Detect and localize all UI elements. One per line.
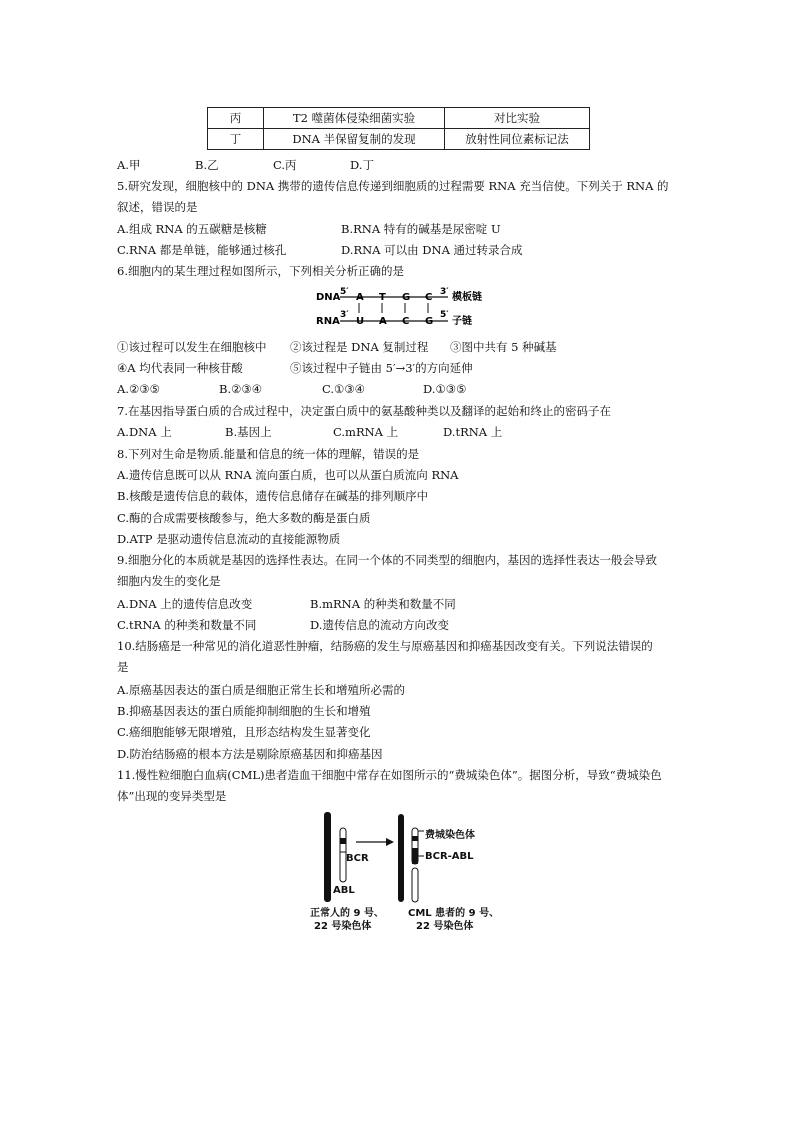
option-b: B.抑癌基因表达的蛋白质能抑制细胞的生长和增殖	[117, 704, 371, 718]
option-a: A.DNA 上	[117, 425, 172, 439]
option-b: B.RNA 特有的碱基是尿密啶 U	[341, 222, 501, 236]
option-b: B.②③④	[219, 382, 263, 396]
option-a: A.DNA 上的遗传信息改变	[117, 597, 253, 611]
q9-stem: 细胞内发生的变化是	[117, 574, 221, 588]
rna-base: U	[356, 316, 365, 327]
q10-stem: 10.结肠癌是一种常见的消化道恶性肿瘤，结肠癌的发生与原癌基因和抑癌基因改变有关。下列说法错误的	[117, 639, 653, 653]
table-cell: 丁	[208, 129, 264, 150]
dna-base: G	[402, 292, 411, 303]
rna-5-prime: 5′	[440, 310, 449, 320]
option-d: D.①③⑤	[423, 382, 467, 396]
cml-caption: CML 患者的 9 号、	[408, 908, 500, 919]
rna-label: RNA	[316, 316, 340, 327]
rna-base: C	[402, 316, 410, 327]
dna-base: C	[425, 292, 433, 303]
option-d: D.tRNA 上	[443, 425, 503, 439]
option-c: C.RNA 都是单链，能够通过核孔	[117, 243, 287, 257]
option-c: C.丙	[273, 158, 297, 172]
statement-3: ③图中共有 5 种碱基	[450, 340, 557, 354]
bcr-abl-label: BCR-ABL	[425, 851, 474, 862]
option-b: B.乙	[195, 158, 219, 172]
option-b: B.mRNA 的种类和数量不同	[310, 597, 456, 611]
normal-caption: 正常人的 9 号、	[310, 908, 384, 919]
q11-stem: 体”出现的变异类型是	[117, 789, 227, 803]
option-b: B.基因上	[225, 425, 272, 439]
q11-stem: 11.慢性粒细胞白血病(CML)患者造血干细胞中常存在如图所示的“费城染色体”。据图分析，导致“费城染色	[117, 768, 662, 782]
statement-2: ②该过程是 DNA 复制过程	[290, 340, 429, 354]
option-a: A.原癌基因表达的蛋白质是细胞正常生长和增殖所必需的	[117, 683, 405, 697]
chromosome-9-cml	[398, 814, 404, 902]
option-c: C.癌细胞能够无限增殖，且形态结构发生显著变化	[117, 725, 371, 739]
chromosome-22-cml	[412, 868, 418, 902]
option-d: D.ATP 是驱动遗传信息流动的直接能源物质	[117, 532, 341, 546]
q9-stem: 9.细胞分化的本质就是基因的选择性表达。在同一个体的不同类型的细胞内，基因的选择性表达一般会导致	[117, 553, 657, 567]
table-row	[208, 129, 590, 150]
q8-stem: 8.下列对生命是物质.能量和信息的统一体的理解，错误的是	[117, 447, 420, 461]
rna-base: A	[379, 316, 387, 327]
table-cell: 对比实验	[445, 108, 590, 129]
option-a: A.②③⑤	[117, 382, 160, 396]
dna-3-prime: 3′	[440, 287, 449, 297]
option-c: C.酶的合成需要核酸参与，绝大多数的酶是蛋白质	[117, 511, 371, 525]
q6-stem: 6.细胞内的某生理过程如图所示，下列相关分析正确的是	[117, 264, 404, 278]
philadelphia-label: 费城染色体	[425, 830, 475, 841]
template-strand-label: 模板链	[452, 292, 482, 303]
option-a: A.遗传信息既可以从 RNA 流向蛋白质，也可以从蛋白质流向 RNA	[117, 468, 459, 482]
experiment-table	[207, 107, 590, 150]
statement-5: ⑤该过程中子链由 5′→3′的方向延伸	[290, 361, 473, 375]
q5-stem: 5.研究发现，细胞核中的 DNA 携带的遗传信息传递到细胞质的过程需要 RNA 充当信使。下列关于 RNA 的	[117, 179, 669, 193]
bcr-label: BCR	[346, 853, 369, 864]
option-a: A.甲	[117, 158, 141, 172]
daughter-strand-label: 子链	[452, 316, 472, 327]
option-c: C.tRNA 的种类和数量不同	[117, 618, 257, 632]
dna-label: DNA	[316, 292, 341, 303]
table-cell: T2 噬菌体侵染细菌实验	[264, 108, 445, 129]
dna-base: T	[379, 292, 386, 303]
option-d: D.RNA 可以由 DNA 通过转录合成	[341, 243, 523, 257]
option-d: D.防治结肠癌的根本方法是剔除原癌基因和抑癌基因	[117, 747, 383, 761]
q5-stem: 叙述，错误的是	[117, 200, 198, 214]
rna-3-prime: 3′	[340, 310, 349, 320]
table-row	[208, 108, 590, 129]
base-pairing-diagram	[316, 284, 486, 330]
chromosome-9-normal	[324, 812, 331, 902]
q10-stem: 是	[117, 660, 129, 674]
dna-5-prime: 5′	[340, 287, 349, 297]
option-d: D.遗传信息的流动方向改变	[310, 618, 449, 632]
option-b: B.核酸是遗传信息的载体，遗传信息储存在碱基的排列顺序中	[117, 489, 429, 503]
q7-stem: 7.在基因指导蛋白质的合成过程中，决定蛋白质中的氨基酸种类以及翻译的起始和终止的密码子在	[117, 404, 611, 418]
option-a: A.组成 RNA 的五碳糖是核糖	[117, 222, 267, 236]
option-c: C.mRNA 上	[333, 425, 399, 439]
normal-caption: 22 号染色体	[314, 921, 372, 932]
rna-base: G	[425, 316, 434, 327]
statement-1: ①该过程可以发生在细胞核中	[117, 340, 267, 354]
option-c: C.①③④	[322, 382, 365, 396]
option-d: D.丁	[350, 158, 374, 172]
statement-4: ④A 均代表同一种核苷酸	[117, 361, 243, 375]
table-cell: 丙	[208, 108, 264, 129]
abl-label: ABL	[333, 885, 355, 896]
table-cell: DNA 半保留复制的发现	[264, 129, 445, 150]
dna-base: A	[356, 292, 364, 303]
table-cell: 放射性同位素标记法	[445, 129, 590, 150]
cml-caption: 22 号染色体	[416, 921, 474, 932]
